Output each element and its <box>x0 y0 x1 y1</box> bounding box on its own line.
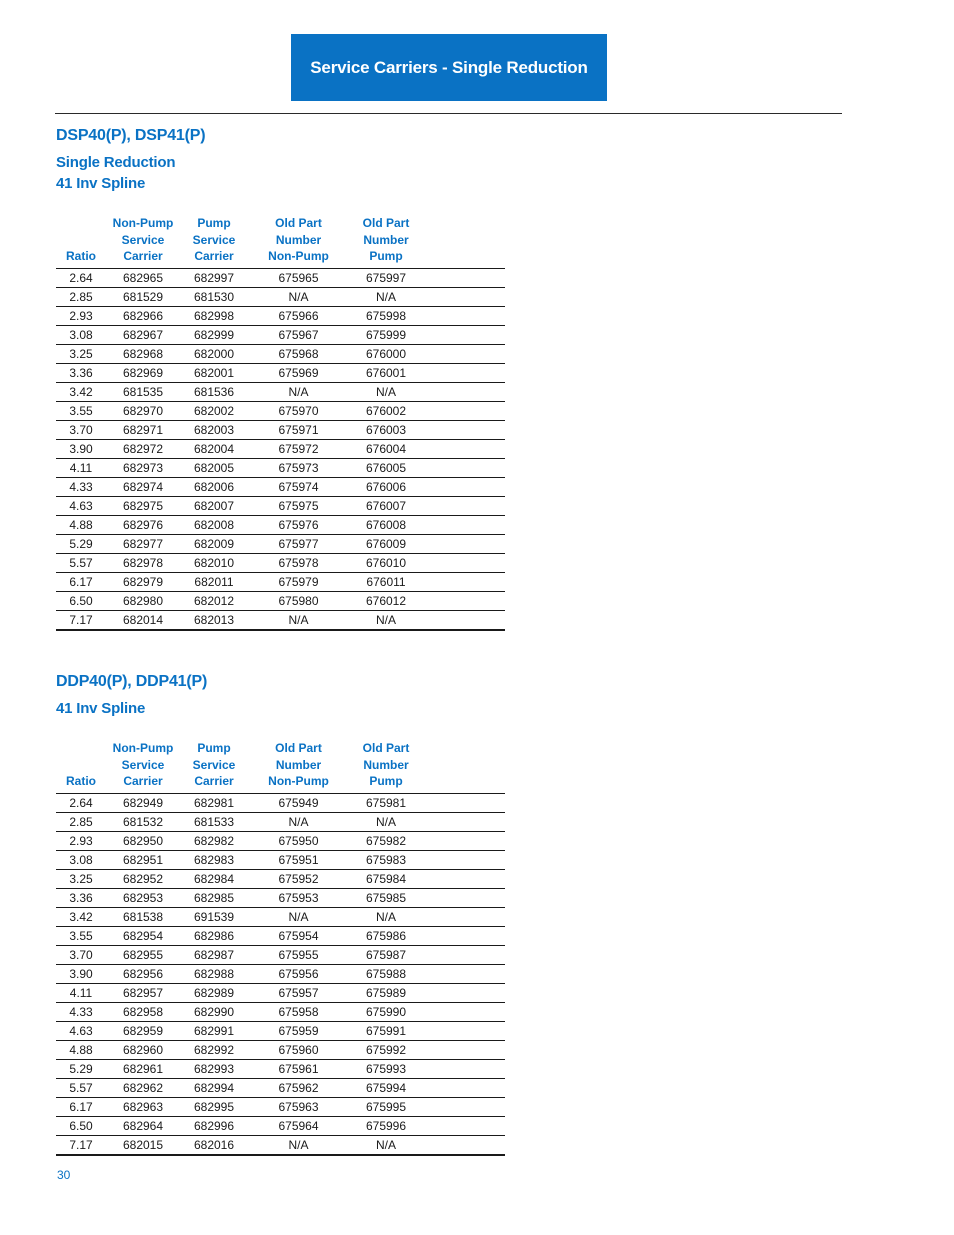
cell-ratio: 3.36 <box>56 888 106 907</box>
cell-non-pump-carrier: 682968 <box>106 344 180 363</box>
cell-pump-carrier: 682002 <box>180 401 248 420</box>
cell-old-non-pump: 675957 <box>248 983 349 1002</box>
table-row <box>56 869 505 888</box>
cell-pump-carrier: 682004 <box>180 439 248 458</box>
cell-spacer <box>423 439 505 458</box>
cell-pump-carrier: 681530 <box>180 287 248 306</box>
cell-non-pump-carrier: 682957 <box>106 983 180 1002</box>
cell-old-non-pump: N/A <box>248 812 349 831</box>
cell-old-pump: 676000 <box>349 344 423 363</box>
cell-ratio: 5.57 <box>56 553 106 572</box>
cell-spacer <box>423 344 505 363</box>
cell-ratio: 4.11 <box>56 458 106 477</box>
cell-old-pump: 675994 <box>349 1078 423 1097</box>
cell-pump-carrier: 682012 <box>180 591 248 610</box>
cell-ratio: 4.88 <box>56 1040 106 1059</box>
cell-old-non-pump: 675955 <box>248 945 349 964</box>
cell-old-non-pump: 675968 <box>248 344 349 363</box>
table-row <box>56 306 505 325</box>
cell-old-pump: 675984 <box>349 869 423 888</box>
section1-table-body <box>56 268 505 630</box>
cell-spacer <box>423 477 505 496</box>
cell-ratio: 3.25 <box>56 869 106 888</box>
col-header-non-pump-service-carrier: Non-Pump Service Carrier <box>106 215 180 268</box>
cell-ratio: 6.50 <box>56 1116 106 1135</box>
table-row <box>56 812 505 831</box>
table-row <box>56 591 505 610</box>
cell-spacer <box>423 1135 505 1155</box>
cell-old-non-pump: 675978 <box>248 553 349 572</box>
table-row <box>56 439 505 458</box>
cell-non-pump-carrier: 682955 <box>106 945 180 964</box>
table-row <box>56 983 505 1002</box>
cell-non-pump-carrier: 682973 <box>106 458 180 477</box>
cell-ratio: 2.64 <box>56 268 106 287</box>
cell-old-pump: N/A <box>349 1135 423 1155</box>
table-header-row <box>56 215 505 268</box>
table-row <box>56 1116 505 1135</box>
table-row <box>56 926 505 945</box>
table-row <box>56 1002 505 1021</box>
cell-old-pump: N/A <box>349 287 423 306</box>
cell-ratio: 5.29 <box>56 1059 106 1078</box>
cell-non-pump-carrier: 682953 <box>106 888 180 907</box>
section2-parts-table <box>56 740 505 1156</box>
cell-non-pump-carrier: 682960 <box>106 1040 180 1059</box>
cell-non-pump-carrier: 682949 <box>106 793 180 812</box>
cell-spacer <box>423 964 505 983</box>
cell-pump-carrier: 682998 <box>180 306 248 325</box>
section1-subtitle-spline: 41 Inv Spline <box>56 175 146 192</box>
cell-spacer <box>423 1097 505 1116</box>
cell-pump-carrier: 682991 <box>180 1021 248 1040</box>
section-banner <box>291 34 607 101</box>
cell-spacer <box>423 268 505 287</box>
table-row <box>56 325 505 344</box>
cell-old-non-pump: 675951 <box>248 850 349 869</box>
cell-old-pump: 676005 <box>349 458 423 477</box>
cell-old-non-pump: 675969 <box>248 363 349 382</box>
cell-old-non-pump: 675970 <box>248 401 349 420</box>
cell-ratio: 7.17 <box>56 1135 106 1155</box>
cell-non-pump-carrier: 682961 <box>106 1059 180 1078</box>
cell-spacer <box>423 534 505 553</box>
cell-ratio: 2.93 <box>56 306 106 325</box>
section2-model-title: DDP40(P), DDP41(P) <box>56 673 208 690</box>
banner-title: Service Carriers - Single Reduction <box>310 57 588 77</box>
cell-non-pump-carrier: 682980 <box>106 591 180 610</box>
cell-spacer <box>423 945 505 964</box>
cell-pump-carrier: 682003 <box>180 420 248 439</box>
cell-old-pump: 675989 <box>349 983 423 1002</box>
cell-spacer <box>423 888 505 907</box>
cell-spacer <box>423 793 505 812</box>
cell-non-pump-carrier: 682950 <box>106 831 180 850</box>
cell-spacer <box>423 572 505 591</box>
cell-ratio: 2.85 <box>56 812 106 831</box>
cell-old-pump: 676004 <box>349 439 423 458</box>
cell-old-non-pump: 675952 <box>248 869 349 888</box>
cell-old-non-pump: 675972 <box>248 439 349 458</box>
cell-old-non-pump: 675967 <box>248 325 349 344</box>
cell-non-pump-carrier: 681532 <box>106 812 180 831</box>
cell-non-pump-carrier: 682976 <box>106 515 180 534</box>
cell-spacer <box>423 287 505 306</box>
cell-non-pump-carrier: 682958 <box>106 1002 180 1021</box>
page-number: 30 <box>57 1168 71 1182</box>
cell-old-non-pump: 675961 <box>248 1059 349 1078</box>
cell-ratio: 3.42 <box>56 382 106 401</box>
cell-pump-carrier: 682995 <box>180 1097 248 1116</box>
cell-old-non-pump: 675976 <box>248 515 349 534</box>
cell-ratio: 3.25 <box>56 344 106 363</box>
cell-non-pump-carrier: 682956 <box>106 964 180 983</box>
cell-ratio: 4.33 <box>56 477 106 496</box>
cell-non-pump-carrier: 682965 <box>106 268 180 287</box>
cell-non-pump-carrier: 682951 <box>106 850 180 869</box>
cell-old-pump: 675986 <box>349 926 423 945</box>
cell-non-pump-carrier: 681538 <box>106 907 180 926</box>
cell-old-pump: N/A <box>349 907 423 926</box>
cell-old-non-pump: 675958 <box>248 1002 349 1021</box>
cell-non-pump-carrier: 681529 <box>106 287 180 306</box>
col-header-old-part-non-pump: Old Part Number Non-Pump <box>248 740 349 793</box>
cell-old-pump: 675997 <box>349 268 423 287</box>
table-row <box>56 477 505 496</box>
cell-non-pump-carrier: 682952 <box>106 869 180 888</box>
cell-old-non-pump: N/A <box>248 610 349 630</box>
table-row <box>56 287 505 306</box>
table-row <box>56 534 505 553</box>
cell-old-pump: 675985 <box>349 888 423 907</box>
cell-old-pump: 676007 <box>349 496 423 515</box>
cell-old-pump: 675981 <box>349 793 423 812</box>
cell-pump-carrier: 681533 <box>180 812 248 831</box>
cell-old-non-pump: 675973 <box>248 458 349 477</box>
cell-old-pump: 676006 <box>349 477 423 496</box>
table-row <box>56 793 505 812</box>
cell-old-pump: 675998 <box>349 306 423 325</box>
cell-pump-carrier: 682007 <box>180 496 248 515</box>
cell-old-pump: 675983 <box>349 850 423 869</box>
cell-old-non-pump: 675964 <box>248 1116 349 1135</box>
cell-ratio: 4.11 <box>56 983 106 1002</box>
cell-old-pump: 675996 <box>349 1116 423 1135</box>
cell-pump-carrier: 682001 <box>180 363 248 382</box>
cell-old-non-pump: N/A <box>248 907 349 926</box>
cell-spacer <box>423 1040 505 1059</box>
cell-spacer <box>423 907 505 926</box>
cell-old-pump: 676010 <box>349 553 423 572</box>
cell-old-non-pump: 675954 <box>248 926 349 945</box>
cell-spacer <box>423 1021 505 1040</box>
cell-non-pump-carrier: 682970 <box>106 401 180 420</box>
cell-ratio: 4.63 <box>56 1021 106 1040</box>
table-row <box>56 1078 505 1097</box>
cell-spacer <box>423 1002 505 1021</box>
cell-spacer <box>423 1116 505 1135</box>
col-header-ratio: Ratio <box>56 215 106 268</box>
section2-subtitle-spline: 41 Inv Spline <box>56 700 146 717</box>
cell-old-non-pump: 675956 <box>248 964 349 983</box>
cell-pump-carrier: 682984 <box>180 869 248 888</box>
cell-pump-carrier: 691539 <box>180 907 248 926</box>
col-header-spacer <box>423 215 505 268</box>
cell-pump-carrier: 682997 <box>180 268 248 287</box>
cell-non-pump-carrier: 682014 <box>106 610 180 630</box>
table-row <box>56 572 505 591</box>
cell-old-non-pump: 675962 <box>248 1078 349 1097</box>
cell-pump-carrier: 681536 <box>180 382 248 401</box>
cell-non-pump-carrier: 682979 <box>106 572 180 591</box>
cell-old-pump: 676008 <box>349 515 423 534</box>
cell-pump-carrier: 682009 <box>180 534 248 553</box>
section2-table-body <box>56 793 505 1155</box>
col-header-old-part-non-pump: Old Part Number Non-Pump <box>248 215 349 268</box>
table-row <box>56 401 505 420</box>
col-header-ratio: Ratio <box>56 740 106 793</box>
cell-old-non-pump: 675966 <box>248 306 349 325</box>
table-row <box>56 553 505 572</box>
cell-ratio: 2.85 <box>56 287 106 306</box>
col-header-spacer <box>423 740 505 793</box>
cell-spacer <box>423 831 505 850</box>
cell-non-pump-carrier: 682969 <box>106 363 180 382</box>
cell-non-pump-carrier: 682954 <box>106 926 180 945</box>
col-header-old-part-pump: Old Part Number Pump <box>349 740 423 793</box>
cell-spacer <box>423 401 505 420</box>
cell-pump-carrier: 682986 <box>180 926 248 945</box>
cell-non-pump-carrier: 682964 <box>106 1116 180 1135</box>
cell-spacer <box>423 591 505 610</box>
cell-ratio: 3.70 <box>56 420 106 439</box>
cell-ratio: 2.93 <box>56 831 106 850</box>
cell-old-pump: 675999 <box>349 325 423 344</box>
cell-ratio: 6.50 <box>56 591 106 610</box>
cell-old-pump: N/A <box>349 610 423 630</box>
cell-pump-carrier: 682987 <box>180 945 248 964</box>
cell-non-pump-carrier: 682966 <box>106 306 180 325</box>
cell-pump-carrier: 682996 <box>180 1116 248 1135</box>
table-row <box>56 1040 505 1059</box>
cell-old-non-pump: 675979 <box>248 572 349 591</box>
cell-old-non-pump: 675977 <box>248 534 349 553</box>
cell-spacer <box>423 926 505 945</box>
cell-old-pump: 675982 <box>349 831 423 850</box>
cell-pump-carrier: 682992 <box>180 1040 248 1059</box>
cell-non-pump-carrier: 681535 <box>106 382 180 401</box>
cell-pump-carrier: 682993 <box>180 1059 248 1078</box>
cell-ratio: 3.55 <box>56 401 106 420</box>
table-row <box>56 1097 505 1116</box>
cell-non-pump-carrier: 682963 <box>106 1097 180 1116</box>
cell-pump-carrier: 682990 <box>180 1002 248 1021</box>
cell-old-pump: 675987 <box>349 945 423 964</box>
table-row <box>56 610 505 630</box>
table-row <box>56 1059 505 1078</box>
cell-old-non-pump: N/A <box>248 382 349 401</box>
cell-old-pump: 676002 <box>349 401 423 420</box>
cell-old-non-pump: 675959 <box>248 1021 349 1040</box>
cell-pump-carrier: 682981 <box>180 793 248 812</box>
cell-old-non-pump: 675963 <box>248 1097 349 1116</box>
col-header-old-part-pump: Old Part Number Pump <box>349 215 423 268</box>
cell-pump-carrier: 682982 <box>180 831 248 850</box>
cell-ratio: 3.90 <box>56 964 106 983</box>
cell-ratio: 3.36 <box>56 363 106 382</box>
cell-non-pump-carrier: 682977 <box>106 534 180 553</box>
table-row <box>56 945 505 964</box>
cell-non-pump-carrier: 682974 <box>106 477 180 496</box>
table-header-row <box>56 740 505 793</box>
table-row <box>56 907 505 926</box>
cell-pump-carrier: 682988 <box>180 964 248 983</box>
cell-pump-carrier: 682005 <box>180 458 248 477</box>
col-header-pump-service-carrier: Pump Service Carrier <box>180 215 248 268</box>
cell-non-pump-carrier: 682959 <box>106 1021 180 1040</box>
cell-ratio: 3.42 <box>56 907 106 926</box>
cell-pump-carrier: 682999 <box>180 325 248 344</box>
cell-pump-carrier: 682010 <box>180 553 248 572</box>
cell-pump-carrier: 682006 <box>180 477 248 496</box>
cell-pump-carrier: 682994 <box>180 1078 248 1097</box>
cell-ratio: 6.17 <box>56 1097 106 1116</box>
table-row <box>56 268 505 287</box>
cell-non-pump-carrier: 682975 <box>106 496 180 515</box>
cell-old-non-pump: 675950 <box>248 831 349 850</box>
cell-spacer <box>423 306 505 325</box>
cell-spacer <box>423 496 505 515</box>
col-header-pump-service-carrier: Pump Service Carrier <box>180 740 248 793</box>
cell-old-non-pump: N/A <box>248 1135 349 1155</box>
cell-non-pump-carrier: 682971 <box>106 420 180 439</box>
cell-ratio: 3.08 <box>56 850 106 869</box>
cell-ratio: 4.88 <box>56 515 106 534</box>
cell-old-pump: N/A <box>349 812 423 831</box>
cell-non-pump-carrier: 682015 <box>106 1135 180 1155</box>
cell-pump-carrier: 682008 <box>180 515 248 534</box>
cell-ratio: 3.08 <box>56 325 106 344</box>
cell-non-pump-carrier: 682978 <box>106 553 180 572</box>
cell-old-pump: 676011 <box>349 572 423 591</box>
cell-spacer <box>423 812 505 831</box>
table-row <box>56 831 505 850</box>
table-row <box>56 382 505 401</box>
cell-spacer <box>423 1078 505 1097</box>
cell-spacer <box>423 458 505 477</box>
cell-old-pump: 676001 <box>349 363 423 382</box>
cell-pump-carrier: 682000 <box>180 344 248 363</box>
cell-old-non-pump: 675980 <box>248 591 349 610</box>
cell-old-pump: 675988 <box>349 964 423 983</box>
table-row <box>56 515 505 534</box>
cell-old-non-pump: 675965 <box>248 268 349 287</box>
cell-old-pump: N/A <box>349 382 423 401</box>
cell-old-non-pump: 675953 <box>248 888 349 907</box>
cell-ratio: 6.17 <box>56 572 106 591</box>
section1-parts-table <box>56 215 505 631</box>
cell-pump-carrier: 682011 <box>180 572 248 591</box>
cell-pump-carrier: 682989 <box>180 983 248 1002</box>
cell-old-pump: 676009 <box>349 534 423 553</box>
cell-old-pump: 675995 <box>349 1097 423 1116</box>
cell-spacer <box>423 325 505 344</box>
cell-ratio: 2.64 <box>56 793 106 812</box>
cell-ratio: 3.55 <box>56 926 106 945</box>
table-row <box>56 850 505 869</box>
cell-pump-carrier: 682985 <box>180 888 248 907</box>
cell-ratio: 3.90 <box>56 439 106 458</box>
cell-old-non-pump: N/A <box>248 287 349 306</box>
cell-ratio: 3.70 <box>56 945 106 964</box>
cell-spacer <box>423 610 505 630</box>
cell-ratio: 5.57 <box>56 1078 106 1097</box>
cell-old-pump: 676003 <box>349 420 423 439</box>
cell-old-pump: 675991 <box>349 1021 423 1040</box>
cell-spacer <box>423 363 505 382</box>
cell-old-non-pump: 675974 <box>248 477 349 496</box>
cell-spacer <box>423 850 505 869</box>
cell-ratio: 7.17 <box>56 610 106 630</box>
section1-model-title: DSP40(P), DSP41(P) <box>56 127 206 144</box>
cell-old-non-pump: 675949 <box>248 793 349 812</box>
cell-spacer <box>423 515 505 534</box>
cell-pump-carrier: 682013 <box>180 610 248 630</box>
table-row <box>56 1135 505 1155</box>
cell-spacer <box>423 382 505 401</box>
cell-pump-carrier: 682016 <box>180 1135 248 1155</box>
table-row <box>56 964 505 983</box>
cell-old-non-pump: 675960 <box>248 1040 349 1059</box>
cell-old-pump: 675990 <box>349 1002 423 1021</box>
cell-old-pump: 675993 <box>349 1059 423 1078</box>
cell-ratio: 4.63 <box>56 496 106 515</box>
cell-non-pump-carrier: 682962 <box>106 1078 180 1097</box>
cell-non-pump-carrier: 682972 <box>106 439 180 458</box>
col-header-non-pump-service-carrier: Non-Pump Service Carrier <box>106 740 180 793</box>
cell-non-pump-carrier: 682967 <box>106 325 180 344</box>
table-row <box>56 888 505 907</box>
cell-old-pump: 676012 <box>349 591 423 610</box>
table-row <box>56 420 505 439</box>
table-row <box>56 363 505 382</box>
cell-spacer <box>423 1059 505 1078</box>
section1-subtitle-reduction: Single Reduction <box>56 154 176 171</box>
table-row <box>56 458 505 477</box>
cell-pump-carrier: 682983 <box>180 850 248 869</box>
cell-spacer <box>423 553 505 572</box>
cell-old-non-pump: 675975 <box>248 496 349 515</box>
table-row <box>56 496 505 515</box>
cell-spacer <box>423 983 505 1002</box>
cell-spacer <box>423 420 505 439</box>
table-row <box>56 1021 505 1040</box>
header-divider <box>55 113 842 114</box>
cell-old-pump: 675992 <box>349 1040 423 1059</box>
cell-ratio: 4.33 <box>56 1002 106 1021</box>
table-row <box>56 344 505 363</box>
cell-spacer <box>423 869 505 888</box>
cell-ratio: 5.29 <box>56 534 106 553</box>
cell-old-non-pump: 675971 <box>248 420 349 439</box>
